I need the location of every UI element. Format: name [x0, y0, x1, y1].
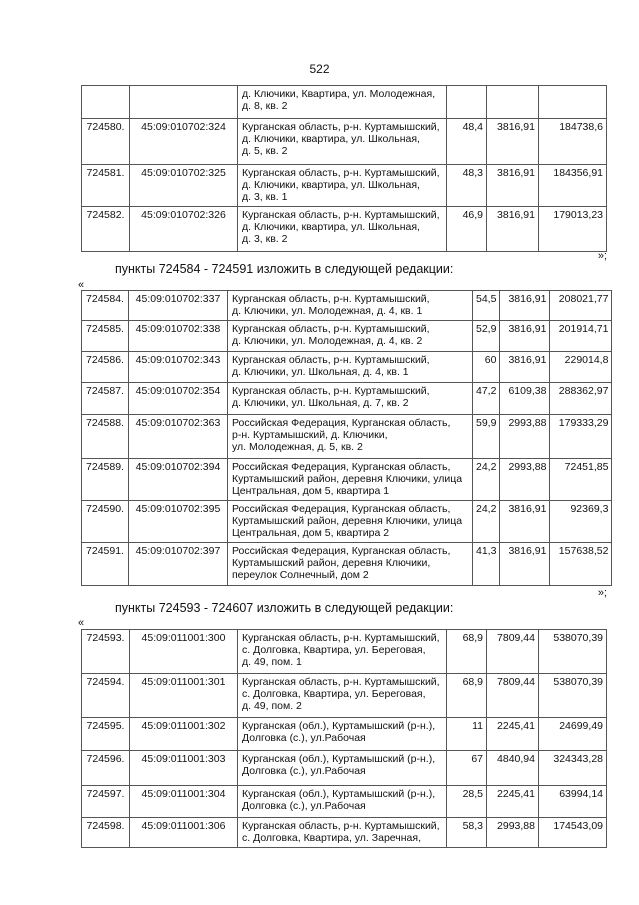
closing-quote-1: »;	[597, 250, 607, 262]
cadastral-value-cell: 324343,28	[539, 751, 607, 786]
area-cell: 48,4	[447, 119, 487, 165]
table-row	[82, 751, 607, 786]
address-cell: Курганская (обл.), Куртамышский (р-н.), Долговка (с.), ул.Рабочая	[238, 718, 447, 751]
address-cell: Курганская область, р-н. Куртамышский, с. Долговка, Квартира, ул. Заречная,	[238, 818, 447, 848]
unit-price-cell: 3816,91	[487, 119, 539, 165]
cadastral-value-cell: 184738,6	[539, 119, 607, 165]
item-number-cell: 724584.	[82, 291, 129, 321]
item-number-cell: 724581.	[82, 165, 130, 207]
item-number-cell: 724597.	[82, 786, 130, 818]
table-row	[82, 352, 612, 383]
address-cell: Курганская область, р-н. Куртамышский, д. Ключики, ул. Молодежная, д. 4, кв. 2	[228, 321, 473, 352]
item-number-cell	[82, 86, 130, 119]
unit-price-cell: 3816,91	[500, 501, 550, 543]
item-number-cell: 724580.	[82, 119, 130, 165]
unit-price-cell: 2993,88	[487, 818, 539, 848]
address-cell: Курганская область, р-н. Куртамышский, д. Ключики, квартира, ул. Школьная, д. 3, кв. 2	[238, 207, 447, 252]
area-cell: 52,9	[473, 321, 500, 352]
opening-quote-2: «	[78, 617, 85, 629]
cadastral-number-cell: 45:09:010702:363	[129, 415, 228, 459]
item-number-cell: 724588.	[82, 415, 129, 459]
cadastral-value-cell: 184356,91	[539, 165, 607, 207]
unit-price-cell: 3816,91	[500, 321, 550, 352]
cadastral-value-cell: 538070,39	[539, 674, 607, 718]
table-row	[82, 786, 607, 818]
page-number: 522	[309, 62, 330, 76]
unit-price-cell: 2245,41	[487, 786, 539, 818]
cadastral-number-cell: 45:09:011001:302	[130, 718, 238, 751]
area-cell: 24,2	[473, 501, 500, 543]
unit-price-cell: 2993,88	[500, 459, 550, 501]
unit-price-cell: 3816,91	[500, 543, 550, 586]
cadastral-number-cell: 45:09:011001:300	[130, 630, 238, 674]
address-cell: Российская Федерация, Курганская область, Куртамышский район, деревня Ключики, переулок Солнечный, дом 2	[228, 543, 473, 586]
area-cell	[447, 86, 487, 119]
table-3	[81, 629, 607, 848]
cadastral-number-cell: 45:09:010702:395	[129, 501, 228, 543]
cadastral-value-cell	[539, 86, 607, 119]
table-1	[81, 85, 607, 252]
area-cell: 24,2	[473, 459, 500, 501]
cadastral-value-cell: 24699,49	[539, 718, 607, 751]
unit-price-cell: 3816,91	[500, 291, 550, 321]
cadastral-number-cell	[130, 86, 238, 119]
item-number-cell: 724585.	[82, 321, 129, 352]
opening-quote-1: «	[78, 279, 85, 291]
item-number-cell: 724595.	[82, 718, 130, 751]
item-number-cell: 724589.	[82, 459, 129, 501]
cadastral-value-cell: 92369,3	[550, 501, 612, 543]
cadastral-value-cell: 208021,77	[550, 291, 612, 321]
cadastral-value-cell: 174543,09	[539, 818, 607, 848]
area-cell: 46,9	[447, 207, 487, 252]
unit-price-cell: 3816,91	[487, 207, 539, 252]
item-number-cell: 724596.	[82, 751, 130, 786]
area-cell: 41,3	[473, 543, 500, 586]
area-cell: 28,5	[447, 786, 487, 818]
table-row	[82, 291, 612, 321]
item-number-cell: 724591.	[82, 543, 129, 586]
cadastral-number-cell: 45:09:010702:394	[129, 459, 228, 501]
table-row	[82, 383, 612, 415]
item-number-cell: 724594.	[82, 674, 130, 718]
cadastral-value-cell: 179013,23	[539, 207, 607, 252]
item-number-cell: 724586.	[82, 352, 129, 383]
cadastral-number-cell: 45:09:010702:397	[129, 543, 228, 586]
item-number-cell: 724582.	[82, 207, 130, 252]
item-number-cell: 724593.	[82, 630, 130, 674]
table-row	[82, 415, 612, 459]
amendment-heading-1: пункты 724584 - 724591 изложить в следующей редакции:	[115, 262, 454, 276]
cadastral-value-cell: 201914,71	[550, 321, 612, 352]
address-cell: Курганская область, р-н. Куртамышский, с. Долговка, Квартира, ул. Береговая, д. 49, пом. 1	[238, 630, 447, 674]
cadastral-number-cell: 45:09:010702:325	[130, 165, 238, 207]
table-row	[82, 459, 612, 501]
address-cell: Российская Федерация, Курганская область, р-н. Куртамышский, д. Ключики, ул. Молодежная, д. 5, кв. 2	[228, 415, 473, 459]
address-cell: Курганская область, р-н. Куртамышский, д. Ключики, ул. Молодежная, д. 4, кв. 1	[228, 291, 473, 321]
area-cell: 11	[447, 718, 487, 751]
unit-price-cell: 4840,94	[487, 751, 539, 786]
address-cell: Курганская область, р-н. Куртамышский, д. Ключики, квартира, ул. Школьная, д. 5, кв. 2	[238, 119, 447, 165]
table-row	[82, 321, 612, 352]
cadastral-number-cell: 45:09:010702:324	[130, 119, 238, 165]
item-number-cell: 724587.	[82, 383, 129, 415]
table-row	[82, 165, 607, 207]
cadastral-value-cell: 288362,97	[550, 383, 612, 415]
table-row	[82, 543, 612, 586]
amendment-heading-2: пункты 724593 - 724607 изложить в следующей редакции:	[115, 601, 454, 615]
cadastral-value-cell: 157638,52	[550, 543, 612, 586]
address-cell: Российская Федерация, Курганская область, Куртамышский район, деревня Ключики, улица Центральная, дом 5, квартира 1	[228, 459, 473, 501]
unit-price-cell: 2993,88	[500, 415, 550, 459]
table-2	[81, 290, 612, 586]
unit-price-cell: 3816,91	[500, 352, 550, 383]
unit-price-cell: 7809,44	[487, 630, 539, 674]
cadastral-number-cell: 45:09:011001:306	[130, 818, 238, 848]
table-row	[82, 86, 607, 119]
area-cell: 68,9	[447, 674, 487, 718]
cadastral-value-cell: 72451,85	[550, 459, 612, 501]
address-cell: Курганская область, р-н. Куртамышский, д. Ключики, квартира, ул. Школьная, д. 3, кв. 1	[238, 165, 447, 207]
table-row	[82, 501, 612, 543]
cadastral-value-cell: 538070,39	[539, 630, 607, 674]
table-row	[82, 630, 607, 674]
item-number-cell: 724598.	[82, 818, 130, 848]
address-cell: Курганская область, р-н. Куртамышский, д. Ключики, ул. Школьная, д. 4, кв. 1	[228, 352, 473, 383]
area-cell: 67	[447, 751, 487, 786]
unit-price-cell: 3816,91	[487, 165, 539, 207]
address-cell: д. Ключики, Квартира, ул. Молодежная, д. 8, кв. 2	[238, 86, 447, 119]
address-cell: Курганская (обл.), Куртамышский (р-н.), Долговка (с.), ул.Рабочая	[238, 786, 447, 818]
cadastral-number-cell: 45:09:011001:303	[130, 751, 238, 786]
unit-price-cell	[487, 86, 539, 119]
cadastral-number-cell: 45:09:010702:338	[129, 321, 228, 352]
cadastral-value-cell: 179333,29	[550, 415, 612, 459]
area-cell: 58,3	[447, 818, 487, 848]
closing-quote-2: »;	[597, 587, 607, 599]
cadastral-number-cell: 45:09:011001:301	[130, 674, 238, 718]
unit-price-cell: 6109,38	[500, 383, 550, 415]
cadastral-number-cell: 45:09:010702:343	[129, 352, 228, 383]
area-cell: 54,5	[473, 291, 500, 321]
area-cell: 59,9	[473, 415, 500, 459]
item-number-cell: 724590.	[82, 501, 129, 543]
table-row	[82, 207, 607, 252]
cadastral-value-cell: 229014,8	[550, 352, 612, 383]
area-cell: 68,9	[447, 630, 487, 674]
address-cell: Российская Федерация, Курганская область, Куртамышский район, деревня Ключики, улица Центральная, дом 5, квартира 2	[228, 501, 473, 543]
area-cell: 60	[473, 352, 500, 383]
cadastral-number-cell: 45:09:011001:304	[130, 786, 238, 818]
cadastral-number-cell: 45:09:010702:337	[129, 291, 228, 321]
table-row	[82, 818, 607, 848]
table-row	[82, 674, 607, 718]
address-cell: Курганская (обл.), Куртамышский (р-н.), Долговка (с.), ул.Рабочая	[238, 751, 447, 786]
area-cell: 48,3	[447, 165, 487, 207]
cadastral-value-cell: 63994,14	[539, 786, 607, 818]
address-cell: Курганская область, р-н. Куртамышский, с. Долговка, Квартира, ул. Береговая, д. 49, пом. 2	[238, 674, 447, 718]
address-cell: Курганская область, р-н. Куртамышский, д. Ключики, ул. Школьная, д. 7, кв. 2	[228, 383, 473, 415]
table-row	[82, 119, 607, 165]
cadastral-number-cell: 45:09:010702:354	[129, 383, 228, 415]
table-row	[82, 718, 607, 751]
unit-price-cell: 2245,41	[487, 718, 539, 751]
unit-price-cell: 7809,44	[487, 674, 539, 718]
cadastral-number-cell: 45:09:010702:326	[130, 207, 238, 252]
area-cell: 47,2	[473, 383, 500, 415]
